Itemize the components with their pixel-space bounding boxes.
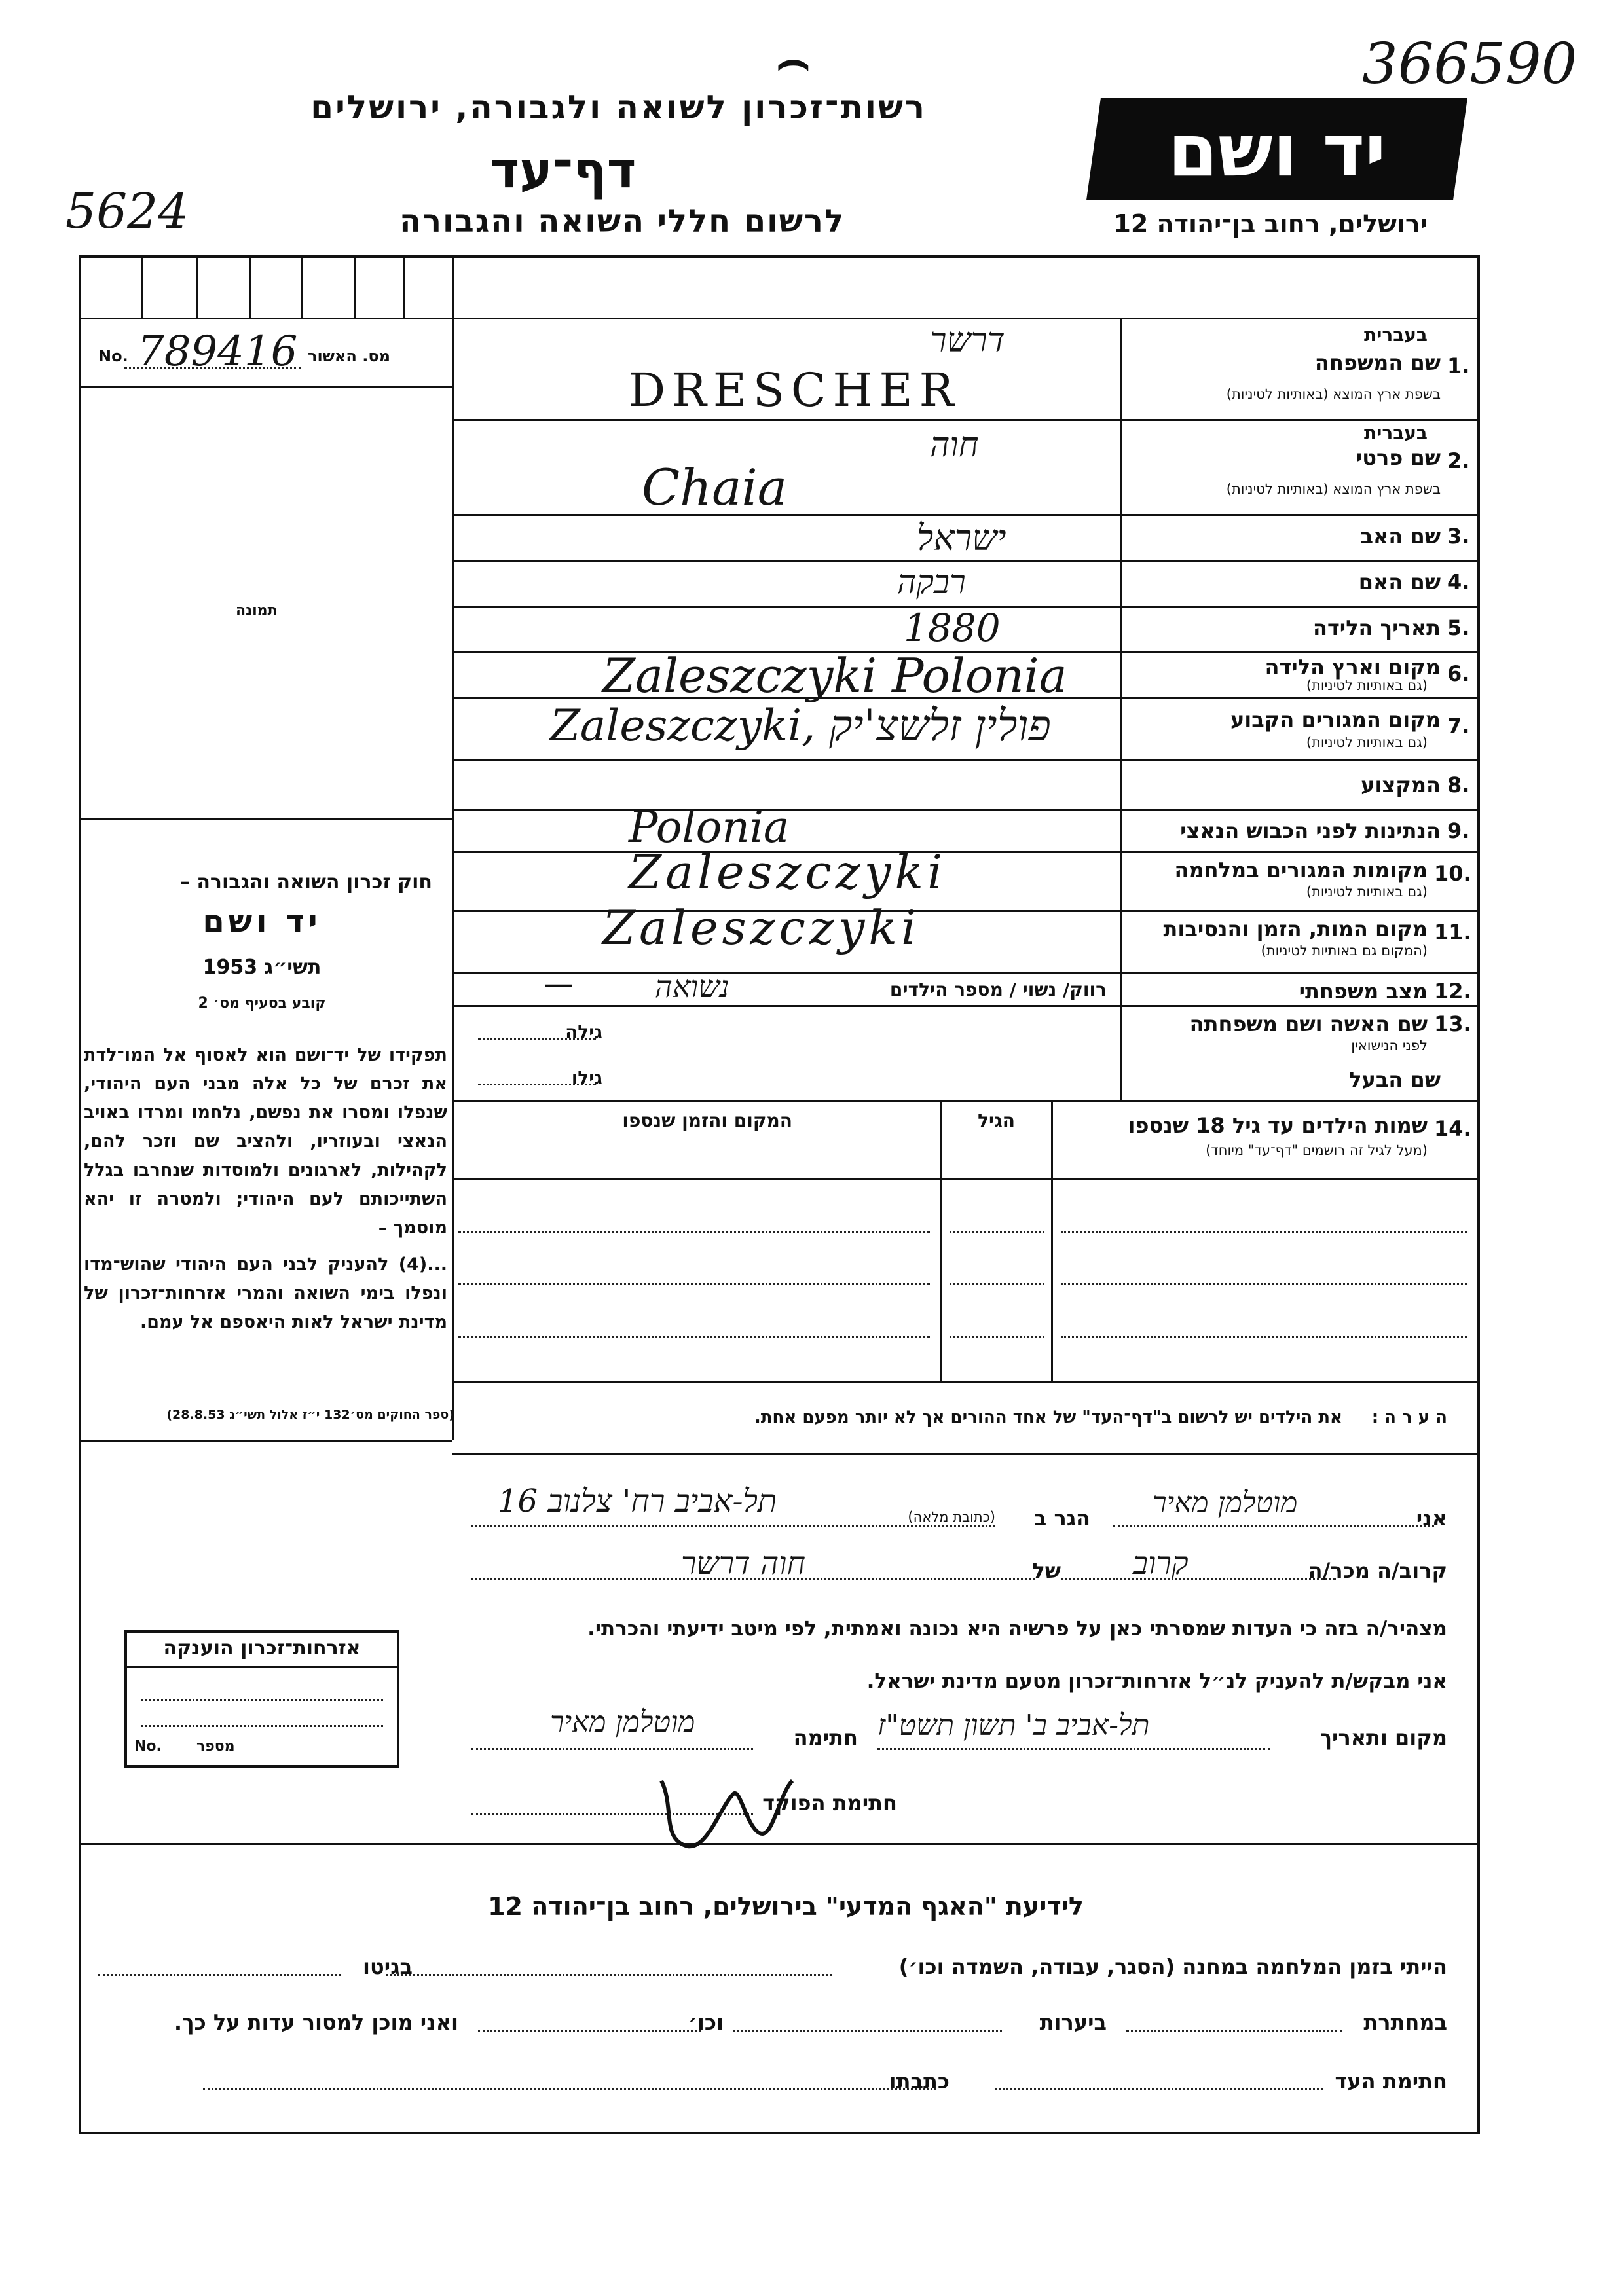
law-clause: קובע בסעיף מס׳ 2	[198, 995, 326, 1011]
field-14-place-column: המקום והזמן שנספו	[622, 1110, 792, 1131]
bottom-line-1: הייתי בזמן המלחמה במחנה (הסגר, עבודה, השמדה וכו׳)	[898, 1954, 1447, 1979]
field-1-hebrew-value: דרשר	[930, 321, 1005, 360]
field-10-number: 10.	[1434, 861, 1471, 886]
relation-value: קרוב	[1133, 1545, 1189, 1582]
approval-no-label: No.	[98, 347, 128, 365]
left-reference-number: 5624	[65, 183, 189, 240]
field-13-sub: לפני הנישואין	[1351, 1038, 1428, 1053]
field-13-husband-label: שם הבעל	[1349, 1067, 1441, 1092]
of-value: חוה דרשר	[681, 1545, 805, 1582]
relation-label: קרוב/ה מכר/ה	[1308, 1558, 1447, 1583]
declaration-full-address-label: (כתובת מלאה)	[908, 1509, 995, 1525]
bottom-witness-signature: חתימת העד	[1335, 2069, 1447, 2094]
photo-label: תמונה	[236, 602, 278, 619]
field-13-number: 13.	[1434, 1011, 1471, 1036]
law-reference: (ספר החוקים מס׳132 י״ז אלול תשי״ג 28.8.53)	[166, 1408, 454, 1422]
page-subtitle: לרשום חללי השואה והגבורה	[399, 203, 845, 240]
declaration-i-label: אני	[1416, 1506, 1447, 1531]
field-1-hebrew-label: בעברית	[1363, 324, 1428, 346]
field-2-number: 2.	[1447, 448, 1470, 473]
law-paragraph-2: ...(4) להעניק לבני העם היהודי שהוש־מדו ונפלו בימי השואה והמרי אזרחות־זכרון של מדינת ישראל לאות היאספם אל עמם.	[84, 1254, 447, 1332]
field-1-number: 1.	[1447, 354, 1470, 378]
law-name: יד ושם	[202, 903, 322, 940]
remark-text: את הילדים יש לרשום ב"דף־העד" של אחד ההורים אך לא יותר מפעם אחת.	[754, 1408, 1342, 1427]
page-title: דף־עד	[490, 141, 637, 199]
field-14-number: 14.	[1434, 1116, 1471, 1141]
bottom-hiding: במחתרת	[1363, 2010, 1447, 2035]
field-3-number: 3.	[1447, 524, 1470, 549]
law-year: תשי״ג 1953	[202, 956, 322, 979]
field-4-number: 4.	[1447, 570, 1470, 594]
field-1-latin-value: DRESCHER	[629, 363, 961, 417]
place-date-value: תל-אביב ב' תשון תשט"ז	[877, 1709, 1150, 1742]
declarant-name-value: מוטלמן מאיר	[1153, 1486, 1298, 1520]
field-5-label: תאריך הלידה	[1312, 615, 1441, 640]
request-text: אני מבקש/ת להעניק לנ״ל אזרחות־זכרון מטעם מדינת ישראל.	[866, 1669, 1447, 1693]
field-1-label: שם המשפחה	[1314, 350, 1441, 375]
field-14-sub: (מעל לגיל זה רושמים "דף־עד" מיוחד)	[1206, 1142, 1428, 1158]
field-2-hebrew-value: חוה	[930, 426, 979, 465]
field-6-number: 6.	[1447, 661, 1470, 686]
approval-label: מס. האשור	[308, 347, 390, 365]
field-1-sub: בשפת ארץ המוצא (באותיות לטיניות)	[1226, 386, 1441, 402]
signature-label: חתימה	[793, 1725, 858, 1750]
field-5-value: 1880	[904, 606, 1001, 650]
field-6-value: Zaleszczyki Polonia	[602, 648, 1067, 703]
field-10-label: מקומות המגורים במלחמה	[1174, 858, 1428, 883]
field-4-label: שם האם	[1358, 570, 1441, 594]
field-12-number: 12.	[1434, 979, 1471, 1004]
bottom-ghetto: בגיטו	[363, 1954, 413, 1979]
field-11-sub: (המקום גם באותיות לטיניות)	[1261, 943, 1428, 958]
field-8-label: המקצוע	[1361, 773, 1441, 797]
field-12-label: מצב משפחתי	[1299, 979, 1428, 1004]
bottom-forests: ביערות	[1039, 2010, 1107, 2035]
logo-text: יד ושם	[1168, 109, 1386, 192]
field-6-sub: (גם באותיות לטיניות)	[1306, 678, 1428, 693]
bottom-etc: וכו׳	[688, 2010, 724, 2035]
field-9-value: Polonia	[629, 802, 790, 852]
of-label: של	[1032, 1558, 1061, 1583]
field-12-options: רווק/ נשוי / מספר הילדים	[889, 979, 1107, 1000]
field-13-age-label: גילה	[565, 1021, 602, 1043]
field-10-sub: (גם באותיות לטיניות)	[1306, 884, 1428, 900]
declaration-text: מצהיר/ה בזה כי העדות שמסרתי כאן על פרשיה היא נכונה ואמתית, לפי מיטב ידיעתי והכרתי.	[587, 1617, 1447, 1641]
field-11-number: 11.	[1434, 920, 1471, 945]
bottom-ready: ואני מוכן למסור עדות על כך.	[174, 2010, 458, 2035]
stamp-mark: ⌢	[776, 29, 811, 90]
field-7-value: Zaleszczyki, פולין זלשצ'יק	[550, 701, 1051, 751]
field-3-value: ישראל	[917, 517, 1006, 558]
law-title: חוק זכרון השואה והגבורה –	[179, 871, 432, 894]
field-14-label: שמות הילדים עד גיל 18 שנספו	[1128, 1113, 1428, 1138]
bottom-heading: לידיעת "האגף המדעי" בירושלים, רחוב בן־יהודה 12	[488, 1892, 1084, 1921]
citizenship-number-label: מספר	[196, 1738, 235, 1755]
address-header: ירושלים, רחוב בן־יהודה 12	[1113, 210, 1428, 238]
approval-number: 789416	[138, 327, 298, 376]
field-12-children-value: —	[544, 966, 574, 1001]
field-4-value: רבקה	[897, 563, 966, 601]
field-11-label: מקום המות, הזמן והנסיבות	[1163, 917, 1428, 941]
place-date-label: מקום ותאריך	[1320, 1725, 1447, 1750]
field-2-sub: בשפת ארץ המוצא (באותיות לטיניות)	[1226, 481, 1441, 497]
declarant-address-value: תל-אביב רח' צלנוב 16	[498, 1483, 777, 1520]
field-2-hebrew-label: בעברית	[1363, 422, 1428, 444]
field-9-number: 9.	[1447, 818, 1470, 843]
field-9-label: הנתינות לפני הכבוש הנאצי	[1180, 818, 1441, 843]
signature-value: מוטלמן מאיר	[550, 1705, 695, 1739]
field-7-label: מקום המגורים הקבוע	[1230, 707, 1441, 732]
field-3-label: שם האב	[1360, 524, 1441, 549]
citizenship-no-label: No.	[134, 1738, 162, 1755]
field-12-status-value: נשואה	[655, 969, 729, 1004]
field-13-label: שם האשה ושם משפחתה	[1189, 1011, 1428, 1036]
remark-label: ה ע ר ה :	[1371, 1408, 1447, 1427]
field-2-latin-value: Chaia	[642, 458, 788, 517]
field-13-husband-age: גילו	[571, 1067, 602, 1089]
field-7-number: 7.	[1447, 714, 1470, 738]
org-title: רשות־זכרון לשואה ולגבורה, ירושלים	[310, 88, 927, 126]
field-6-label: מקום וארץ הלידה	[1264, 655, 1441, 680]
field-2-label: שם פרטי	[1356, 445, 1441, 470]
citizenship-title: אזרחות־זכרון הוענקה	[163, 1637, 361, 1660]
officer-signature-label: חתימת הפוקד	[762, 1791, 897, 1815]
archive-number: 366590	[1362, 31, 1578, 97]
field-8-number: 8.	[1447, 773, 1470, 797]
field-7-sub: (גם באותיות לטיניות)	[1306, 735, 1428, 750]
field-5-number: 5.	[1447, 615, 1470, 640]
bottom-address: כתבתו	[889, 2069, 950, 2094]
field-11-value: Zaleszczyki	[602, 900, 921, 955]
declaration-resides-label: הגר ב	[1033, 1506, 1090, 1531]
field-14-age-column: הגיל	[978, 1110, 1015, 1131]
law-paragraph-1: תפקידו של יד־ושם הוא לאסוף אל המו־לדת את זכרם של כל אלה מבני העם היהודי, שנפלו ומסרו את נפשם, נלחמו ומרדו באויב הנאצי ובעוזריו, ולהציב שם וזכר להם, לקהילות, לארגונים ולמוסדות שנחרבו בגלל השתייכותם לעם היהודי; ולמטרה זו יהא מוסמך –	[84, 1045, 447, 1238]
field-10-value: Zaleszczyki	[629, 845, 947, 900]
